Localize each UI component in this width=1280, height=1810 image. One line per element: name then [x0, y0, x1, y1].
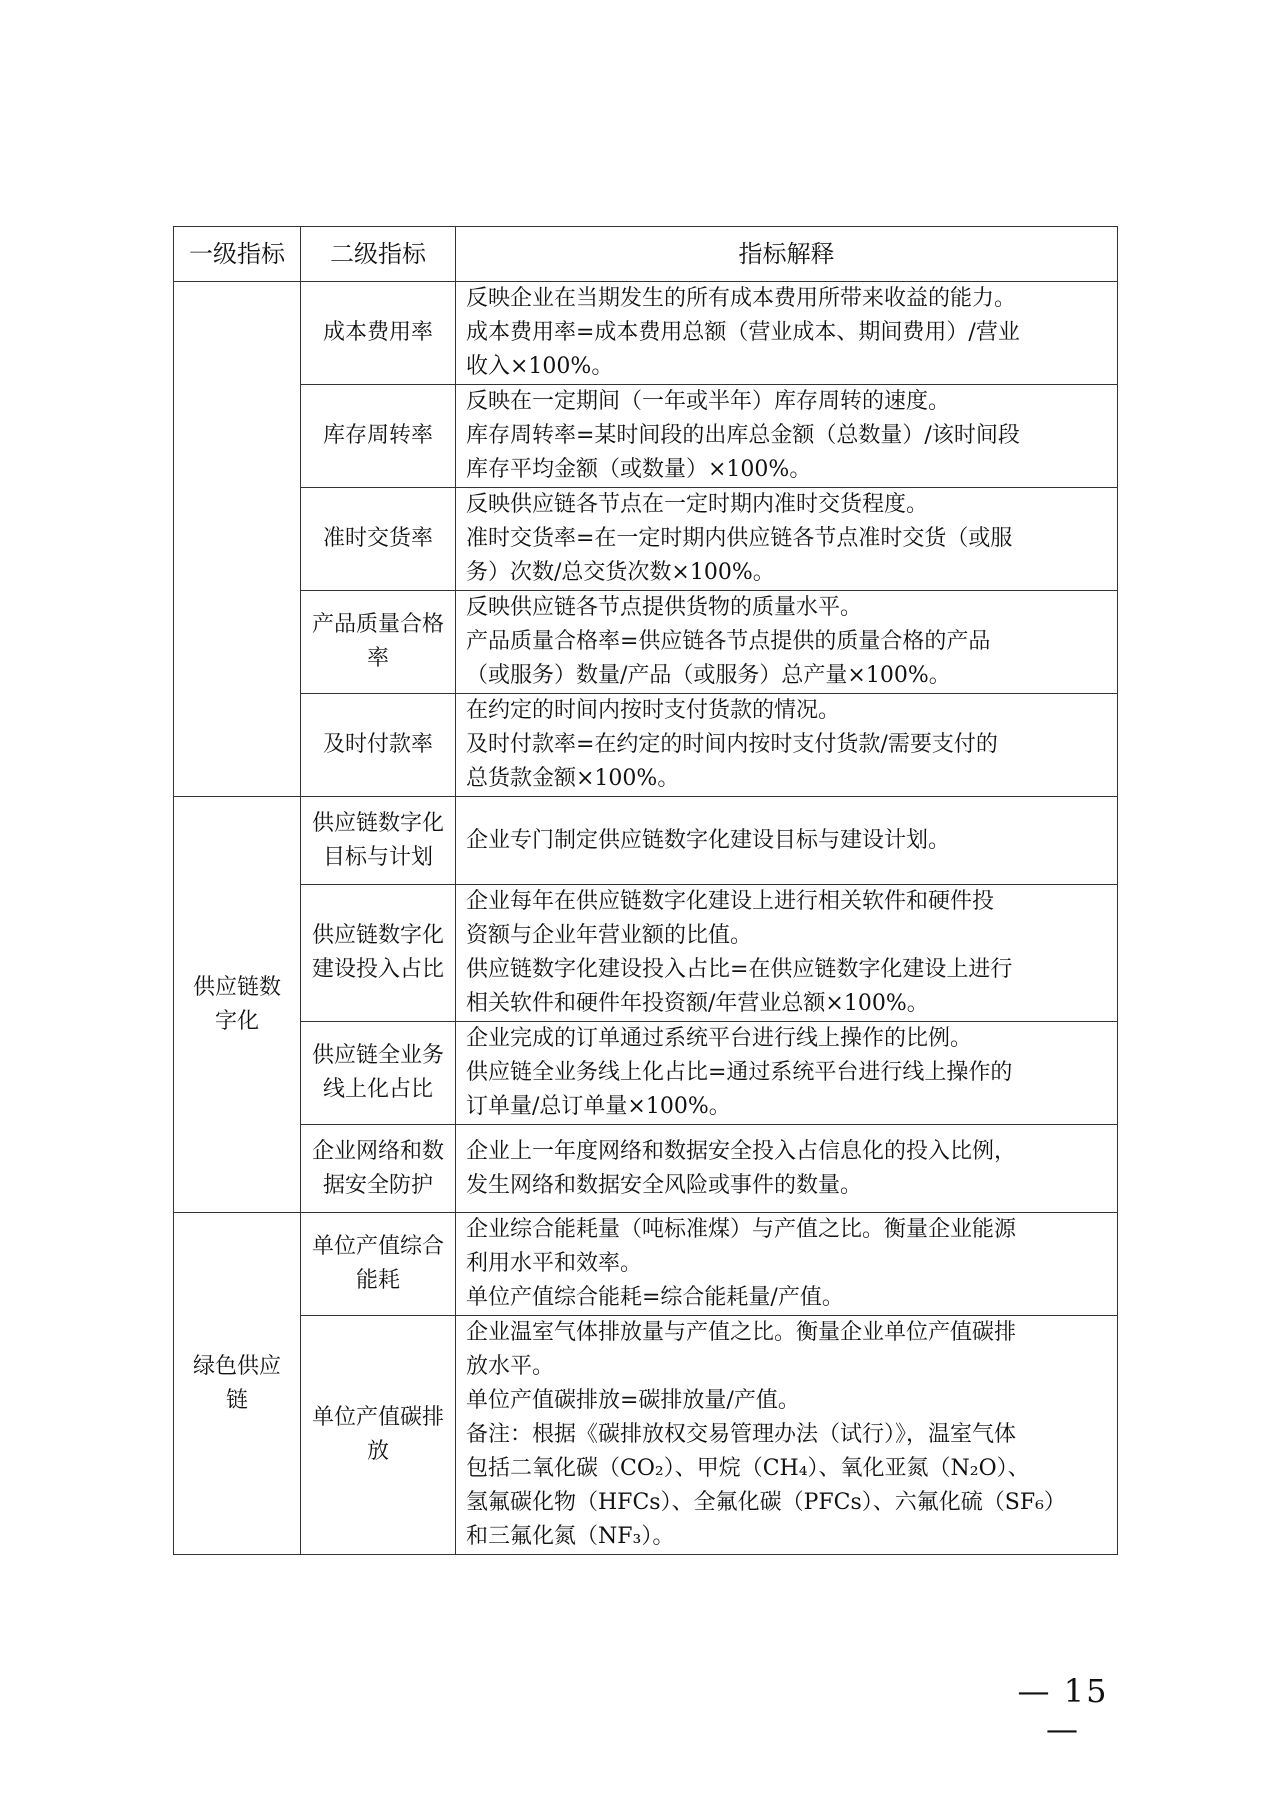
- explanation-cell: [456, 1022, 1118, 1125]
- explanation-cell: [456, 885, 1118, 1022]
- explanation-line: 企业温室气体排放量与产值之比。衡量企业单位产值碳排: [466, 1320, 1017, 1345]
- explanation-line: 和三氟化氮（NF₃）。: [466, 1524, 675, 1549]
- explanation-line: 单位产值综合能耗=综合能耗量/产值。: [466, 1285, 844, 1310]
- level2-cell: 准时交货率: [301, 488, 456, 591]
- level2-cell: 供应链全业务线上化占比: [301, 1022, 456, 1125]
- level1-cell: 绿色供应链: [174, 1213, 301, 1555]
- table-row: [174, 591, 1118, 694]
- table-row: [174, 1316, 1118, 1555]
- explanation-cell: [456, 1316, 1118, 1555]
- level2-cell: 供应链数字化目标与计划: [301, 797, 456, 885]
- level1-cell: [174, 282, 301, 797]
- explanation-line: 资额与企业年营业额的比值。: [466, 923, 753, 948]
- explanation-line: 单位产值碳排放=碳排放量/产值。: [466, 1388, 800, 1413]
- table-row: [174, 797, 1118, 885]
- explanation-line: 企业上一年度网络和数据安全投入占信息化的投入比例，: [466, 1138, 1017, 1164]
- explanation-cell: [456, 591, 1118, 694]
- level2-cell: 及时付款率: [301, 694, 456, 797]
- explanation-cell: [456, 1125, 1118, 1213]
- header-level1: 一级指标: [174, 227, 301, 282]
- table-body: [174, 282, 1118, 1555]
- explanation-line: 发生网络和数据安全风险或事件的数量。: [466, 1172, 863, 1198]
- explanation-line: 供应链全业务线上化占比=通过系统平台进行线上操作的: [466, 1060, 1013, 1085]
- page-number: — 15 —: [1017, 1672, 1109, 1748]
- level1-cell: 供应链数字化: [174, 797, 301, 1213]
- explanation-line: 及时付款率=在约定的时间内按时支付货款/需要支付的: [466, 732, 998, 757]
- explanation-cell: [456, 1213, 1118, 1316]
- level2-cell: 单位产值碳排放: [301, 1316, 456, 1555]
- explanation-cell: [456, 488, 1118, 591]
- level2-cell: 供应链数字化建设投入占比: [301, 885, 456, 1022]
- explanation-line: 反映企业在当期发生的所有成本费用所带来收益的能力。: [466, 286, 1017, 311]
- explanation-line: 相关软件和硬件年投资额/年营业总额×100%。: [466, 991, 929, 1016]
- table-row: [174, 1213, 1118, 1316]
- table-row: [174, 385, 1118, 488]
- level2-cell: 单位产值综合能耗: [301, 1213, 456, 1316]
- explanation-line: 在约定的时间内按时支付货款的情况。: [466, 698, 841, 723]
- indicator-table: [173, 226, 1118, 1555]
- explanation-cell: [456, 282, 1118, 385]
- explanation-line: 反映供应链各节点提供货物的质量水平。: [466, 595, 863, 620]
- table-row: [174, 885, 1118, 1022]
- level2-cell: 库存周转率: [301, 385, 456, 488]
- header-explanation: 指标解释: [456, 227, 1118, 282]
- explanation-line: 库存平均金额（或数量）×100%。: [466, 457, 812, 482]
- table-row: [174, 1022, 1118, 1125]
- explanation-line: 供应链数字化建设投入占比=在供应链数字化建设上进行: [466, 957, 1013, 982]
- explanation-line: 产品质量合格率=供应链各节点提供的质量合格的产品: [466, 629, 991, 654]
- explanation-line: （或服务）数量/产品（或服务）总产量×100%。: [466, 663, 951, 688]
- explanation-cell: [456, 694, 1118, 797]
- explanation-line: 总货款金额×100%。: [466, 766, 680, 791]
- explanation-cell: [456, 385, 1118, 488]
- explanation-line: 成本费用率=成本费用总额（营业成本、期间费用）/营业: [466, 320, 1020, 345]
- explanation-line: 包括二氧化碳（CO₂）、甲烷（CH₄）、氧化亚氮（N₂O）、: [466, 1456, 1030, 1481]
- level2-cell: 企业网络和数据安全防护: [301, 1125, 456, 1213]
- table-row: [174, 694, 1118, 797]
- table-row: [174, 1125, 1118, 1213]
- level2-cell: 成本费用率: [301, 282, 456, 385]
- explanation-line: 放水平。: [466, 1354, 555, 1379]
- explanation-line: 企业综合能耗量（吨标准煤）与产值之比。衡量企业能源: [466, 1217, 1017, 1242]
- explanation-line: 备注：根据《碳排放权交易管理办法（试行）》，温室气体: [466, 1422, 1017, 1447]
- header-level2: 二级指标: [301, 227, 456, 282]
- explanation-line: 利用水平和效率。: [466, 1251, 643, 1276]
- explanation-cell: [456, 797, 1118, 885]
- explanation-line: 企业完成的订单通过系统平台进行线上操作的比例。: [466, 1026, 973, 1051]
- explanation-line: 库存周转率=某时间段的出库总金额（总数量）/该时间段: [466, 423, 1020, 448]
- explanation-line: 反映供应链各节点在一定时期内准时交货程度。: [466, 492, 929, 517]
- explanation-line: 订单量/总订单量×100%。: [466, 1094, 731, 1119]
- table-row: [174, 282, 1118, 385]
- explanation-line: 收入×100%。: [466, 354, 614, 379]
- explanation-line: 企业每年在供应链数字化建设上进行相关软件和硬件投: [466, 889, 995, 914]
- explanation-line: 企业专门制定供应链数字化建设目标与建设计划。: [466, 827, 951, 853]
- explanation-line: 氢氟碳化物（HFCs）、全氟化碳（PFCs）、六氟化硫（SF₆）: [466, 1490, 1066, 1515]
- explanation-line: 务）次数/总交货次数×100%。: [466, 560, 775, 585]
- explanation-line: 准时交货率=在一定时期内供应链各节点准时交货（或服: [466, 526, 1013, 551]
- explanation-line: 反映在一定期间（一年或半年）库存周转的速度。: [466, 389, 951, 414]
- level2-cell: 产品质量合格率: [301, 591, 456, 694]
- table-header-row: [174, 227, 1118, 282]
- table-row: [174, 488, 1118, 591]
